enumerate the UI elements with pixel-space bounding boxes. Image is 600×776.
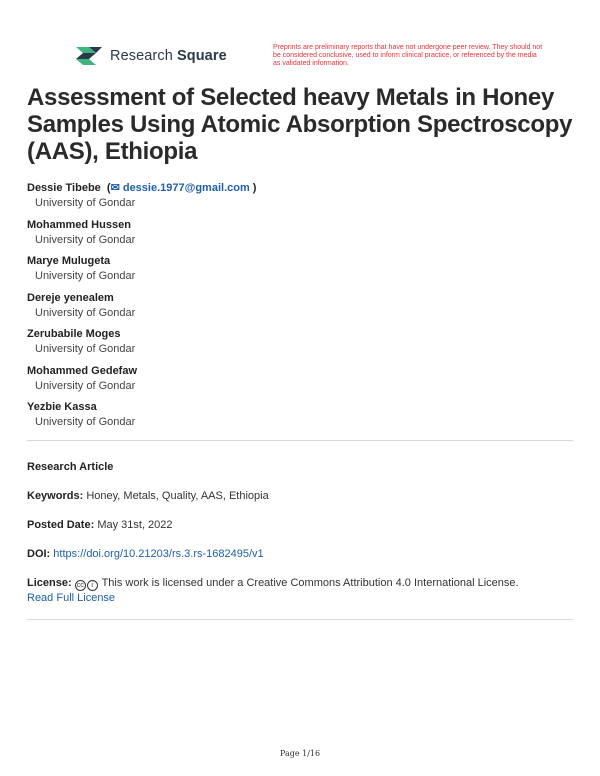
- author-name: Dereje yenealem: [27, 291, 114, 304]
- section-divider: [27, 440, 573, 441]
- author-name: Mohammed Gedefaw: [27, 364, 138, 377]
- keywords: Keywords: Honey, Metals, Quality, AAS, Ethiopia: [27, 490, 269, 502]
- article-title: Assessment of Selected heavy Metals in Honey Samples Using Atomic Absorption Spectroscopy (AAS), Ethiopia: [27, 84, 573, 165]
- author-name: Marye Mulugeta: [27, 255, 111, 267]
- author-affiliation: University of Gondar: [35, 197, 136, 209]
- author-affiliation: University of Gondar: [35, 379, 136, 392]
- creative-commons-icon: cc: [76, 582, 84, 589]
- research-square-logo-icon: [74, 44, 104, 68]
- section-divider: [27, 619, 573, 620]
- doi-link[interactable]: https://doi.org/10.21203/rs.3.rs-1682495/v1: [53, 548, 264, 560]
- author-affiliation: University of Gondar: [35, 270, 136, 282]
- posted-date: Posted Date: May 31st, 2022: [27, 519, 173, 531]
- author-affiliation: University of Gondar: [35, 306, 136, 319]
- author-affiliation: University of Gondar: [35, 416, 136, 428]
- author-name: Yezbie Kassa: [27, 401, 97, 413]
- article-type: Research Article: [27, 461, 114, 473]
- envelope-icon: ✉: [110, 182, 120, 194]
- author-list: [27, 181, 577, 437]
- research-square-logo[interactable]: [74, 44, 227, 68]
- author-affiliation: University of Gondar: [35, 233, 136, 246]
- preprint-disclaimer: Preprints are preliminary reports that have not undergone peer review. They should not be considered conclusive, used to inform clinical practice, or referenced by the media as validated information.: [273, 44, 543, 67]
- author-name: Dessie Tibebe (✉ dessie.1977@gmail.com ): [27, 182, 257, 194]
- license: License: cc i This work is licensed under a Creative Commons Attribution 4.0 International License. Read Full License: [27, 577, 519, 604]
- author-affiliation: University of Gondar: [35, 343, 136, 355]
- read-full-license-link[interactable]: Read Full License: [27, 592, 116, 604]
- attribution-icon: i: [87, 580, 98, 591]
- logo-text: Research Square: [110, 48, 227, 64]
- doi: DOI: https://doi.org/10.21203/rs.3.rs-1682495/v1: [27, 548, 264, 560]
- author-name: Mohammed Hussen: [27, 218, 131, 231]
- author-name: Zerubabile Moges: [27, 328, 121, 340]
- page-number: Page 1/16: [279, 749, 321, 758]
- author-email-link[interactable]: dessie.1977@gmail.com: [122, 182, 250, 194]
